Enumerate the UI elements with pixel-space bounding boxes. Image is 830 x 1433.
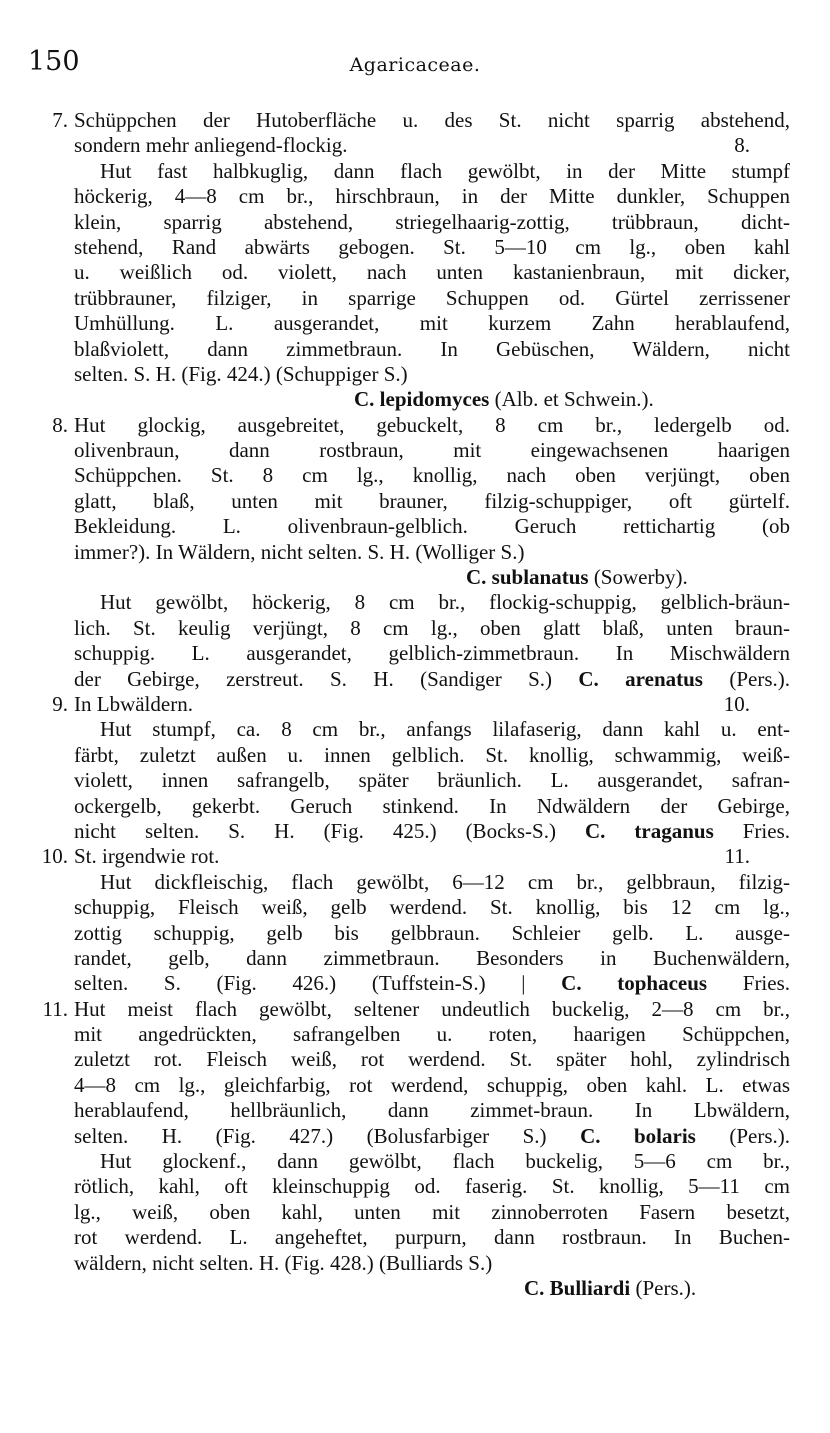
text-line	[0, 387, 790, 412]
text-line	[0, 565, 790, 590]
text-line	[0, 260, 790, 285]
text-line	[0, 1276, 790, 1301]
line-text: blaßviolett, dann zimmetbraun. In Gebüschen, Wäldern, nicht	[74, 336, 790, 361]
text-line	[0, 159, 790, 184]
text-line	[0, 1047, 790, 1072]
line-text: selten. S. H. (Fig. 424.) (Schuppiger S.)	[74, 361, 408, 386]
line-text	[74, 819, 790, 844]
species-author: (Pers.).	[695, 1123, 790, 1148]
line-text: stehend, Rand abwärts gebogen. St. 5—10 cm lg., oben kahl	[74, 234, 790, 259]
line-text: wäldern, nicht selten. H. (Fig. 428.) (Bulliards S.)	[74, 1250, 493, 1275]
page-body	[0, 108, 830, 1301]
line-text: Umhüllung. L. ausgerandet, mit kurzem Zahn herablaufend,	[74, 311, 790, 336]
line-text: rot werdend. L. angeheftet, purpurn, dann rostbraun. In Buchen-	[74, 1225, 790, 1250]
running-head: Agaricaceae.	[349, 54, 481, 76]
species-name-line	[466, 565, 688, 590]
text-line	[0, 844, 790, 869]
species-name: C. traganus	[584, 818, 714, 843]
line-text: ockergelb, gekerbt. Geruch stinkend. In Ndwäldern der Gebirge,	[74, 793, 790, 818]
line-text: Schüppchen. St. 8 cm lg., knollig, nach oben verjüngt, oben	[74, 463, 790, 488]
line-text: Hut glockenf., dann gewölbt, flach buckelig, 5—6 cm br.,	[100, 1149, 790, 1174]
line-text: violett, innen safrangelb, später bräunlich. L. ausgerandet, safran-	[74, 768, 790, 793]
line-text: St. irgendwie rot.	[74, 844, 220, 869]
line-text: immer?). In Wäldern, nicht selten. S. H. (Wolliger S.)	[74, 539, 525, 564]
text-line	[0, 235, 790, 260]
species-name: C. lepidomyces	[354, 387, 490, 412]
line-text: trübbrauner, filziger, in sparrige Schuppen od. Gürtel zerrissener	[74, 285, 790, 310]
text-line	[0, 819, 790, 844]
text-line	[0, 692, 790, 717]
species-name: C. tophaceus	[561, 971, 708, 996]
text-line	[0, 590, 790, 615]
species-name: C. Bulliardi	[524, 1275, 631, 1300]
key-reference: 11.	[724, 844, 750, 869]
line-text: Schüppchen der Hutoberfläche u. des St. nicht sparrig abstehend,	[74, 108, 790, 132]
line-text: herablaufend, hellbräunlich, dann zimmet-braun. In Lbwäldern,	[74, 1098, 790, 1123]
text-line	[0, 743, 790, 768]
species-name: C. sublanatus	[466, 565, 589, 590]
line-text: 4—8 cm lg., gleichfarbig, rot werdend, schuppig, oben kahl. L. etwas	[74, 1072, 790, 1097]
line-text	[74, 971, 790, 996]
text-line	[0, 337, 790, 362]
text-line	[0, 1073, 790, 1098]
page-header	[28, 46, 802, 86]
line-text: sondern mehr anliegend-flockig.	[74, 133, 348, 158]
line-text-part: selten. H. (Fig. 427.) (Bolusfarbiger S.)	[74, 1123, 581, 1148]
line-text: Bekleidung. L. olivenbraun-gelblich. Geruch rettichartig (ob	[74, 514, 790, 539]
text-line	[0, 946, 790, 971]
text-line	[0, 286, 790, 311]
text-line	[0, 438, 790, 463]
text-line	[0, 717, 790, 742]
text-line	[0, 514, 790, 539]
species-author: Fries.	[713, 818, 790, 843]
species-name: C. bolaris	[580, 1123, 696, 1148]
text-line	[0, 1225, 790, 1250]
text-line	[0, 413, 790, 438]
line-text: höckerig, 4—8 cm br., hirschbraun, in der Mitte dunkler, Schuppen	[74, 184, 790, 209]
line-text-part: der Gebirge, zerstreut. S. H. (Sandiger S.)	[74, 666, 579, 691]
line-text: Hut stumpf, ca. 8 cm br., anfangs lilafaserig, dann kahl u. ent-	[100, 717, 790, 742]
line-text-part: selten. S. (Fig. 426.) (Tuffstein-S.) |	[74, 971, 562, 996]
line-text: Hut fast halbkuglig, dann flach gewölbt, in der Mitte stumpf	[100, 158, 790, 183]
line-text: schuppig. L. ausgerandet, gelblich-zimmetbraun. In Mischwäldern	[74, 641, 790, 666]
species-author: (Pers.).	[630, 1275, 697, 1300]
line-text: lg., weiß, oben kahl, unten mit zinnoberroten Fasern besetzt,	[74, 1199, 790, 1224]
line-text	[74, 1124, 790, 1149]
key-reference: 10.	[723, 691, 750, 716]
species-author: (Sowerby).	[588, 565, 688, 590]
line-text	[74, 667, 790, 692]
text-line	[0, 210, 790, 235]
species-author: Fries.	[707, 971, 791, 996]
line-text: färbt, zuletzt außen u. innen gelblich. St. knollig, schwammig, weiß-	[74, 742, 790, 767]
text-line	[0, 1251, 790, 1276]
text-line	[0, 895, 790, 920]
key-number: 10.	[41, 844, 68, 869]
text-line	[0, 616, 790, 641]
text-line	[0, 667, 790, 692]
text-line	[0, 971, 790, 996]
text-line	[0, 921, 790, 946]
line-text: rötlich, kahl, oft kleinschuppig od. faserig. St. knollig, 5—11 cm	[74, 1174, 790, 1199]
text-line	[0, 1149, 790, 1174]
line-text: zuletzt rot. Fleisch weiß, rot werdend. St. später hohl, zylindrisch	[74, 1047, 790, 1072]
text-line	[0, 1098, 790, 1123]
text-line	[0, 997, 790, 1022]
species-name-line	[354, 387, 654, 412]
text-line	[0, 362, 790, 387]
text-line	[0, 540, 790, 565]
text-line	[0, 870, 790, 895]
species-author: (Pers.).	[702, 666, 790, 691]
text-line	[0, 133, 790, 158]
line-text: u. weißlich od. violett, nach unten kastanienbraun, mit dicker,	[74, 260, 790, 285]
text-line	[0, 184, 790, 209]
text-line	[0, 1200, 790, 1225]
line-text: olivenbraun, dann rostbraun, mit eingewachsenen haarigen	[74, 438, 790, 463]
line-text: Hut gewölbt, höckerig, 8 cm br., flockig-schuppig, gelblich-bräun-	[100, 590, 790, 615]
text-line	[0, 311, 790, 336]
text-line	[0, 108, 790, 133]
key-number: 9.	[52, 691, 68, 716]
text-line	[0, 1174, 790, 1199]
text-line	[0, 794, 790, 819]
species-name: C. arenatus	[578, 666, 703, 691]
line-text-part: nicht selten. S. H. (Fig. 425.) (Bocks-S.)	[74, 818, 585, 843]
line-text: Hut glockig, ausgebreitet, gebuckelt, 8 cm br., ledergelb od.	[74, 412, 790, 437]
line-text: Hut dickfleischig, flach gewölbt, 6—12 cm br., gelbbraun, filzig-	[100, 869, 790, 894]
text-line	[0, 1022, 790, 1047]
text-line	[0, 768, 790, 793]
text-line	[0, 1124, 790, 1149]
line-text: Hut meist flach gewölbt, seltener undeutlich buckelig, 2—8 cm br.,	[74, 996, 790, 1021]
key-number: 11.	[42, 996, 68, 1021]
line-text: glatt, blaß, unten mit brauner, filzig-schuppiger, oft gürtelf.	[74, 488, 790, 513]
species-name-line	[524, 1276, 696, 1301]
key-number: 8.	[52, 412, 68, 437]
line-text: lich. St. keulig verjüngt, 8 cm lg., oben glatt blaß, unten braun-	[74, 615, 790, 640]
text-line	[0, 463, 790, 488]
line-text: zottig schuppig, gelb bis gelbbraun. Schleier gelb. L. ausge-	[74, 920, 790, 945]
line-text: In Lbwäldern.	[74, 691, 193, 716]
line-text: randet, gelb, dann zimmetbraun. Besonders in Buchenwäldern,	[74, 945, 790, 970]
key-reference: 8.	[734, 133, 750, 158]
text-line	[0, 641, 790, 666]
line-text: mit angedrückten, safrangelben u. roten, haarigen Schüppchen,	[74, 1022, 790, 1047]
line-text: klein, sparrig abstehend, striegelhaarig-zottig, trübbraun, dicht-	[74, 209, 790, 234]
text-line	[0, 489, 790, 514]
line-text: schuppig, Fleisch weiß, gelb werdend. St. knollig, bis 12 cm lg.,	[74, 895, 790, 920]
page-number: 150	[28, 46, 80, 77]
species-author: (Alb. et Schwein.).	[489, 387, 654, 412]
key-number: 7.	[52, 108, 68, 132]
